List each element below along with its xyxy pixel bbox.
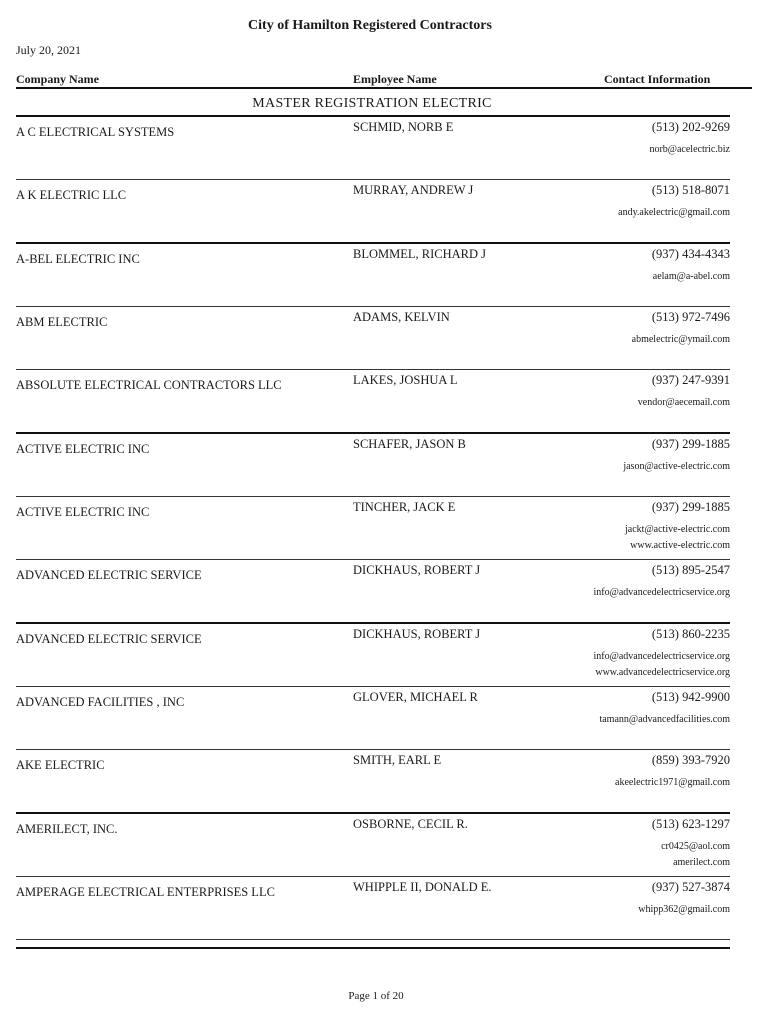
- contact-details: [594, 649, 730, 681]
- phone-number: (513) 623-1297: [651, 817, 730, 831]
- contractor-list: [16, 117, 730, 940]
- employee-name: OSBORNE, CECIL R.: [353, 817, 468, 831]
- phone-number: (937) 527-3874: [651, 880, 730, 894]
- contact-line: abmelectric@ymail.com: [631, 334, 730, 345]
- company-name: A K ELECTRIC LLC: [16, 188, 127, 202]
- employee-name: MURRAY, ANDREW J: [353, 183, 474, 197]
- company-name: ADVANCED ELECTRIC SERVICE: [16, 632, 202, 646]
- contact-line: akeelectric1971@gmail.com: [615, 777, 730, 788]
- table-row: [16, 117, 730, 180]
- contact-details: [632, 332, 730, 348]
- employee-name: TINCHER, JACK E: [353, 500, 456, 514]
- employee-name: LAKES, JOSHUA L: [353, 373, 458, 387]
- phone-number: (937) 299-1885: [651, 437, 730, 451]
- employee-name: SMITH, EARL E: [353, 753, 442, 767]
- phone-number: (513) 518-8071: [651, 183, 730, 197]
- contact-details: [661, 839, 730, 871]
- section-title: MASTER REGISTRATION ELECTRIC: [252, 96, 492, 111]
- phone-number: (937) 247-9391: [651, 373, 730, 387]
- contact-line: info@advancedelectricservice.org: [593, 651, 730, 662]
- contact-line: norb@acelectric.biz: [649, 144, 730, 155]
- phone-number: (513) 860-2235: [651, 627, 730, 641]
- company-name: AKE ELECTRIC: [16, 758, 105, 772]
- table-row: [16, 370, 730, 434]
- report-date: July 20, 2021: [16, 43, 82, 57]
- contact-details: [599, 712, 730, 728]
- page-number: Page 1 of 20: [348, 990, 404, 1002]
- contact-details: [649, 142, 730, 158]
- table-row: [16, 434, 730, 497]
- contact-line: vendor@aecemail.com: [637, 397, 730, 408]
- contact-details: [638, 395, 730, 411]
- phone-number: (859) 393-7920: [651, 753, 730, 767]
- contact-details: [623, 459, 730, 475]
- contact-line: cr0425@aol.com: [661, 841, 730, 852]
- employee-name: SCHAFER, JASON B: [353, 437, 466, 451]
- contact-line: jason@active-electric.com: [623, 461, 730, 472]
- phone-number: (513) 202-9269: [651, 120, 730, 134]
- contact-details: [615, 775, 730, 791]
- phone-number: (937) 299-1885: [651, 500, 730, 514]
- company-name: AMPERAGE ELECTRICAL ENTERPRISES LLC: [16, 885, 275, 899]
- employee-name: SCHMID, NORB E: [353, 120, 454, 134]
- company-name: ADVANCED ELECTRIC SERVICE: [16, 568, 202, 582]
- table-row: [16, 687, 730, 750]
- company-name: AMERILECT, INC.: [16, 822, 118, 836]
- company-name: ABM ELECTRIC: [16, 315, 108, 329]
- list-end-divider: [16, 947, 730, 949]
- contact-details: [653, 269, 730, 285]
- table-row: [16, 814, 730, 877]
- contact-line: info@advancedelectricservice.org: [593, 587, 730, 598]
- contact-line: jackt@active-electric.com: [625, 524, 730, 535]
- table-row: [16, 307, 730, 370]
- table-row: [16, 877, 730, 940]
- table-row: [16, 180, 730, 244]
- table-row: [16, 750, 730, 814]
- company-name: ABSOLUTE ELECTRICAL CONTRACTORS LLC: [16, 378, 282, 392]
- table-row: [16, 560, 730, 624]
- phone-number: (513) 895-2547: [651, 563, 730, 577]
- contact-line: aelam@a-abel.com: [652, 271, 730, 282]
- contact-line: tamann@advancedfacilities.com: [599, 714, 730, 725]
- document-title: City of Hamilton Registered Contractors: [248, 18, 492, 33]
- company-name: A-BEL ELECTRIC INC: [16, 252, 140, 266]
- contact-details: [638, 902, 730, 918]
- company-name: ADVANCED FACILITIES , INC: [16, 695, 185, 709]
- contact-line: whipp362@gmail.com: [638, 904, 730, 915]
- company-name: ACTIVE ELECTRIC INC: [16, 442, 150, 456]
- contact-details: [594, 585, 730, 601]
- contact-line: www.active-electric.com: [630, 540, 730, 551]
- contact-line: andy.akelectric@gmail.com: [618, 207, 730, 218]
- table-row: [16, 497, 730, 560]
- phone-number: (513) 972-7496: [651, 310, 730, 324]
- employee-name: DICKHAUS, ROBERT J: [353, 627, 481, 641]
- contact-line: amerilect.com: [673, 857, 730, 868]
- table-row: [16, 244, 730, 307]
- column-header-contact: Contact Information: [604, 72, 711, 86]
- employee-name: ADAMS, KELVIN: [353, 310, 450, 324]
- column-header-company: Company Name: [16, 72, 99, 86]
- phone-number: (937) 434-4343: [651, 247, 730, 261]
- table-row: [16, 624, 730, 687]
- employee-name: WHIPPLE II, DONALD E.: [353, 880, 492, 894]
- header-divider: [16, 87, 752, 89]
- column-header-employee: Employee Name: [353, 72, 437, 86]
- contact-details: [625, 522, 730, 554]
- employee-name: DICKHAUS, ROBERT J: [353, 563, 481, 577]
- employee-name: BLOMMEL, RICHARD J: [353, 247, 486, 261]
- employee-name: GLOVER, MICHAEL R: [353, 690, 478, 704]
- company-name: A C ELECTRICAL SYSTEMS: [16, 125, 175, 139]
- contact-line: www.advancedelectricservice.org: [595, 667, 730, 678]
- phone-number: (513) 942-9900: [651, 690, 730, 704]
- company-name: ACTIVE ELECTRIC INC: [16, 505, 150, 519]
- contact-details: [618, 205, 730, 221]
